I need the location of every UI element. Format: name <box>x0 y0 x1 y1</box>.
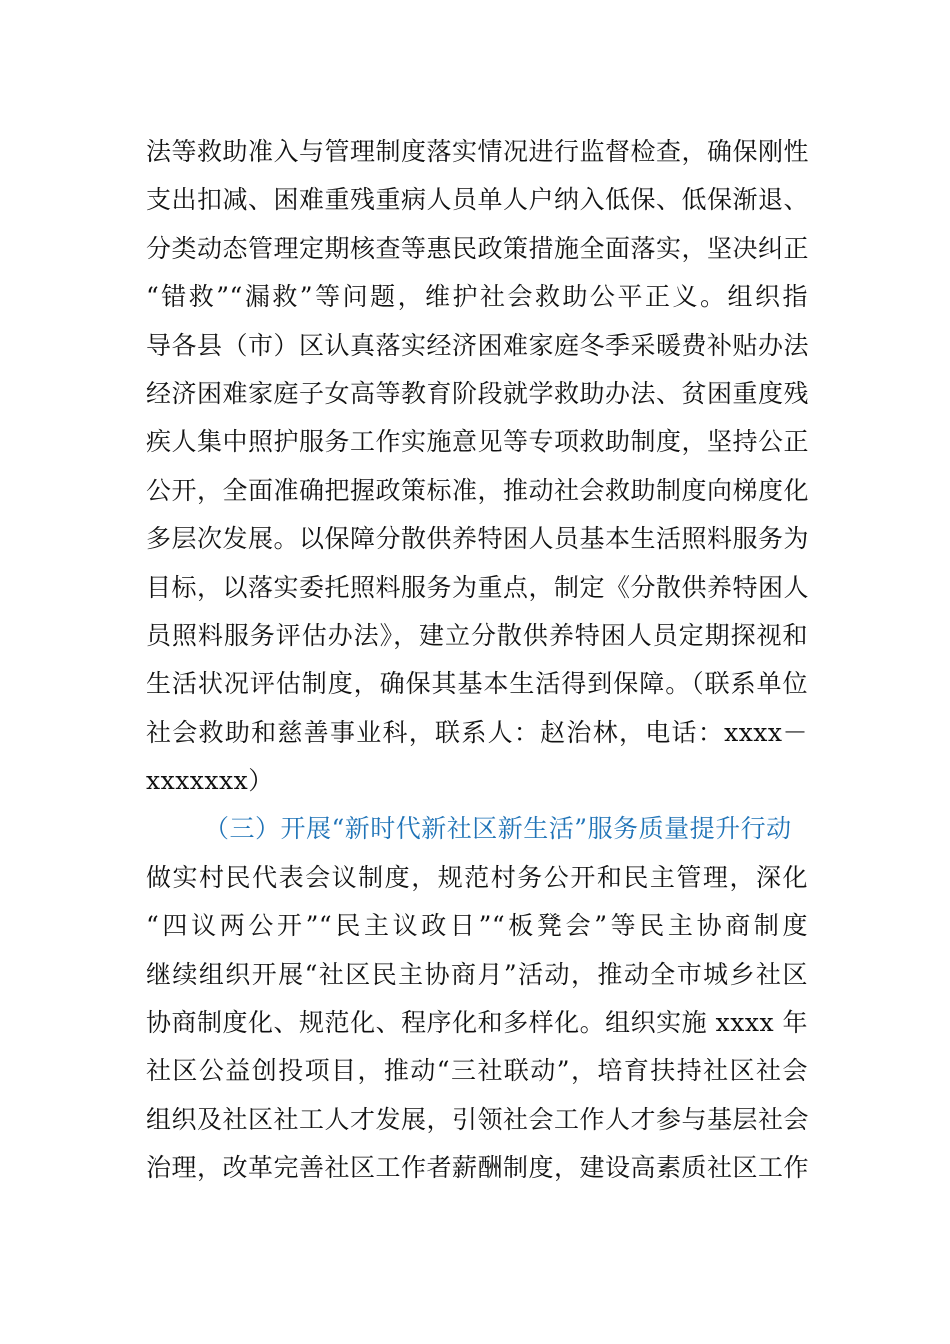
text-line: “四议两公开”“民主议政日”“板凳会”等民主协商制度 <box>146 911 808 941</box>
text-line: 公开，全面准确把握政策标准，推动社会救助制度向梯度化 <box>146 475 810 505</box>
text-line: 分类动态管理定期核查等惠民政策措施全面落实，坚决纠正 <box>146 233 810 263</box>
text-line: xxxxxxx） <box>146 766 274 796</box>
text-line: 社区公益创投项目，推动“三社联动”，培育扶持社区社会 <box>146 1056 808 1086</box>
paragraph-community-service <box>146 854 808 1193</box>
text-line: 经济困难家庭子女高等教育阶段就学救助办法、贫困重度残 <box>146 378 810 408</box>
text-line: 治理，改革完善社区工作者薪酬制度，建设高素质社区工作 <box>146 1153 810 1183</box>
text-line: 多层次发展。以保障分散供养特困人员基本生活照料服务为 <box>146 524 810 554</box>
text-line: 法等救助准入与管理制度落实情况进行监督检查，确保刚性 <box>146 137 810 166</box>
text-line: 组织及社区社工人才发展，引领社会工作人才参与基层社会 <box>146 1104 810 1134</box>
text-line: 协商制度化、规范化、程序化和多样化。组织实施 xxxx 年 <box>146 1008 808 1038</box>
text-line: 支出扣减、困难重残重病人员单人户纳入低保、低保渐退、 <box>146 185 810 215</box>
text-line: 目标，以落实委托照料服务为重点，制定《分散供养特困人 <box>146 572 810 602</box>
text-line: 导各县（市）区认真落实经济困难家庭冬季采暖费补贴办法 <box>146 330 810 360</box>
text-line: 社会救助和慈善事业科，联系人：赵治林，电话：xxxx－ <box>146 717 808 747</box>
document-body <box>146 128 808 1193</box>
text-line: 继续组织开展“社区民主协商月”活动，推动全市城乡社区 <box>146 959 808 989</box>
paragraph-social-assistance <box>146 128 808 805</box>
text-line: 员照料服务评估办法》，建立分散供养特困人员定期探视和 <box>146 620 808 650</box>
text-line: 生活状况评估制度，确保其基本生活得到保障。（联系单位 <box>146 669 808 699</box>
text-line: 疾人集中照护服务工作实施意见等专项救助制度，坚持公正 <box>146 427 810 457</box>
text-line: 做实村民代表会议制度，规范村务公开和民主管理，深化 <box>146 862 808 892</box>
section-heading: （三）开展“新时代新社区新生活”服务质量提升行动 <box>204 814 792 844</box>
text-line: “错救”“漏救”等问题，维护社会救助公平正义。组织指 <box>146 282 808 312</box>
